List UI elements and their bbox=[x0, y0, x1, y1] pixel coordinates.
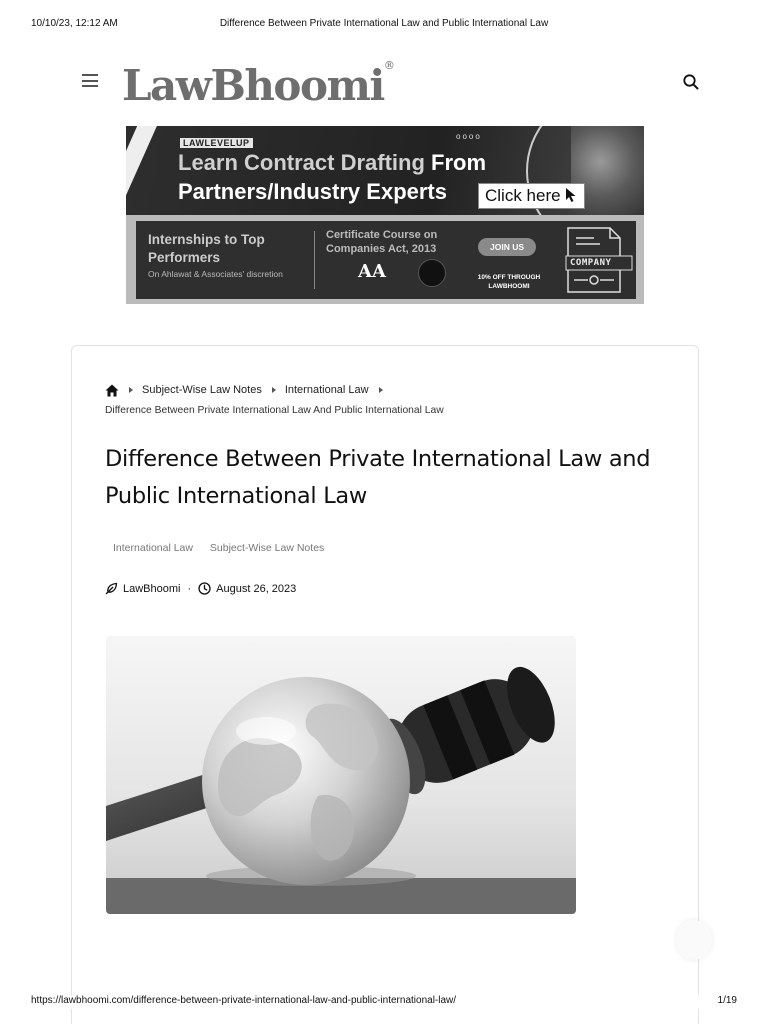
search-icon[interactable] bbox=[682, 73, 700, 91]
print-url: https://lawbhoomi.com/difference-between-private-international-law-and-public-international-law/ bbox=[31, 995, 457, 1006]
lawlevelup-brand: LAWLEVELUP bbox=[180, 138, 253, 148]
company-document-icon bbox=[564, 226, 634, 294]
site-logo[interactable] bbox=[122, 59, 395, 110]
ad-companies-act-course[interactable] bbox=[126, 215, 644, 304]
panel-divider bbox=[314, 231, 315, 289]
course-panel bbox=[136, 221, 636, 299]
discount-offer: 10% OFF THROUGH LAWBHOOMI bbox=[477, 274, 541, 290]
print-document-title: Difference Between Private International Law and Public International Law bbox=[219, 18, 549, 29]
print-header bbox=[0, 18, 768, 32]
home-icon[interactable] bbox=[105, 384, 119, 397]
banner-headline-1-light: Learn Contract Drafting bbox=[178, 150, 425, 175]
hamburger-icon[interactable] bbox=[82, 74, 98, 87]
breadcrumb-current: Difference Between Private International Law And Public International Law bbox=[105, 405, 444, 416]
article-tags bbox=[113, 542, 338, 554]
logo-text: LawBhoomi bbox=[122, 61, 384, 110]
clock-icon bbox=[198, 582, 211, 595]
print-page-number: 1/19 bbox=[717, 995, 737, 1006]
internships-discretion: On Ahlawat & Associates' discretion bbox=[148, 269, 283, 279]
scroll-to-top-button[interactable] bbox=[676, 920, 712, 960]
breadcrumb-item-subject-wise[interactable]: Subject-Wise Law Notes bbox=[142, 384, 262, 396]
breadcrumb bbox=[105, 382, 665, 419]
chevron-right-icon bbox=[379, 387, 383, 393]
print-footer bbox=[0, 995, 768, 1009]
chevron-right-icon bbox=[272, 387, 276, 393]
breadcrumb-item-international-law[interactable]: International Law bbox=[284, 384, 369, 396]
ad-contract-drafting[interactable] bbox=[126, 126, 644, 215]
tag-international-law[interactable]: International Law bbox=[113, 542, 193, 554]
company-label: COMPANY bbox=[570, 258, 612, 268]
chevron-right-icon bbox=[129, 387, 133, 393]
click-here-label: Click here bbox=[485, 186, 561, 205]
cursor-icon bbox=[565, 187, 578, 203]
site-header bbox=[0, 58, 768, 114]
banner-headline-2: Partners/Industry Experts bbox=[178, 179, 447, 204]
registered-mark: ® bbox=[383, 59, 395, 72]
banner-stripe bbox=[126, 126, 162, 215]
banner-headline-1 bbox=[178, 150, 486, 176]
author-name[interactable]: LawBhoomi bbox=[123, 582, 181, 595]
banner-headline-1-bold: From bbox=[431, 150, 487, 175]
article-title: Difference Between Private International Law and Public International Law bbox=[105, 446, 651, 509]
click-here-button[interactable] bbox=[478, 183, 585, 209]
ahlawat-logo: AA bbox=[358, 261, 386, 282]
article-meta bbox=[105, 582, 296, 595]
course-title: Certificate Course on Companies Act, 2013 bbox=[326, 229, 438, 255]
publish-date: August 26, 2023 bbox=[216, 582, 297, 595]
feather-icon bbox=[105, 582, 118, 595]
join-us-button[interactable]: JOIN US bbox=[478, 238, 536, 256]
tag-subject-wise[interactable]: Subject-Wise Law Notes bbox=[209, 542, 325, 554]
internships-headline: Internships to Top Performers bbox=[148, 232, 265, 265]
ad-banner[interactable] bbox=[126, 126, 644, 304]
banner-dots: oooo bbox=[456, 132, 482, 141]
print-timestamp: 10/10/23, 12:12 AM bbox=[31, 18, 118, 29]
featured-image bbox=[106, 636, 576, 914]
meta-separator: · bbox=[187, 582, 192, 595]
partner-round-logo bbox=[418, 259, 446, 287]
